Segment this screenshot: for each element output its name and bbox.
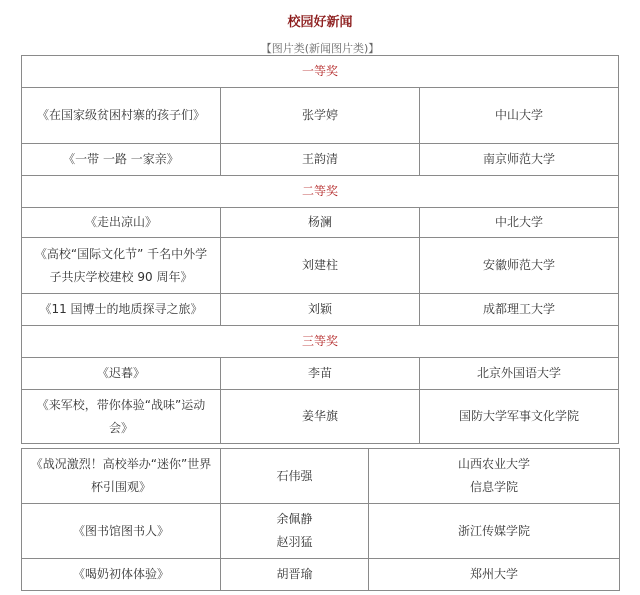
awards-table [21,55,619,444]
school-name: 国防大学军事文化学院 [420,390,619,444]
table-row [22,358,619,390]
work-title: 《战况激烈！高校举办“迷你”世界杯引围观》 [22,449,221,504]
school-name: 南京师范大学 [420,144,619,176]
work-title: 《来军校，带你体验“战味”运动会》 [22,390,221,444]
awards-table-continued [21,448,620,591]
award-tier-label: 一等奖 [22,56,619,88]
school-name: 中山大学 [420,88,619,144]
author-name: 石伟强 [221,449,369,504]
author-name-line: 赵羽猛 [276,535,313,549]
school-name: 安徽师范大学 [420,238,619,294]
award-tier-label: 三等奖 [22,326,619,358]
school-name-line: 信息学院 [469,480,518,494]
award-tier-header [22,326,619,358]
author-name: 李苗 [221,358,420,390]
award-tier-header [22,56,619,88]
work-title: 《在国家级贫困村寨的孩子们》 [22,88,221,144]
author-name: 刘颖 [221,294,420,326]
work-title: 《高校“国际文化节” 千名中外学子共庆学校建校 90 周年》 [22,238,221,294]
table-row [22,504,620,559]
school-name: 浙江传媒学院 [369,504,620,559]
table-row [22,144,619,176]
author-name: 刘建柱 [221,238,420,294]
author-name: 胡晋瑜 [221,559,369,591]
award-tier-label: 二等奖 [22,176,619,208]
award-tier-header [22,176,619,208]
author-name: 张学婷 [221,88,420,144]
work-title: 《图书馆图书人》 [22,504,221,559]
work-title: 《一带 一路 一家亲》 [22,144,221,176]
table-row [22,390,619,444]
work-title: 《喝奶初体体验》 [22,559,221,591]
table-row [22,559,620,591]
school-name [369,449,620,504]
table-row [22,208,619,238]
school-name: 郑州大学 [369,559,620,591]
table-row [22,449,620,504]
table-row [22,88,619,144]
author-names [221,504,369,559]
school-name-line: 山西农业大学 [457,457,530,471]
table-row [22,294,619,326]
page-title: 校园好新闻 [287,15,353,30]
work-title: 《迟暮》 [22,358,221,390]
author-name: 杨澜 [221,208,420,238]
author-name-line: 余佩静 [276,512,313,526]
work-title: 《11 国博士的地质探寻之旅》 [22,294,221,326]
author-name: 姜华旗 [221,390,420,444]
school-name: 成都理工大学 [420,294,619,326]
work-title: 《走出凉山》 [22,208,221,238]
school-name: 北京外国语大学 [420,358,619,390]
author-name: 王韵清 [221,144,420,176]
school-name: 中北大学 [420,208,619,238]
table-row [22,238,619,294]
category-subtitle: 【图片类(新闻图片类)】 [260,42,380,55]
